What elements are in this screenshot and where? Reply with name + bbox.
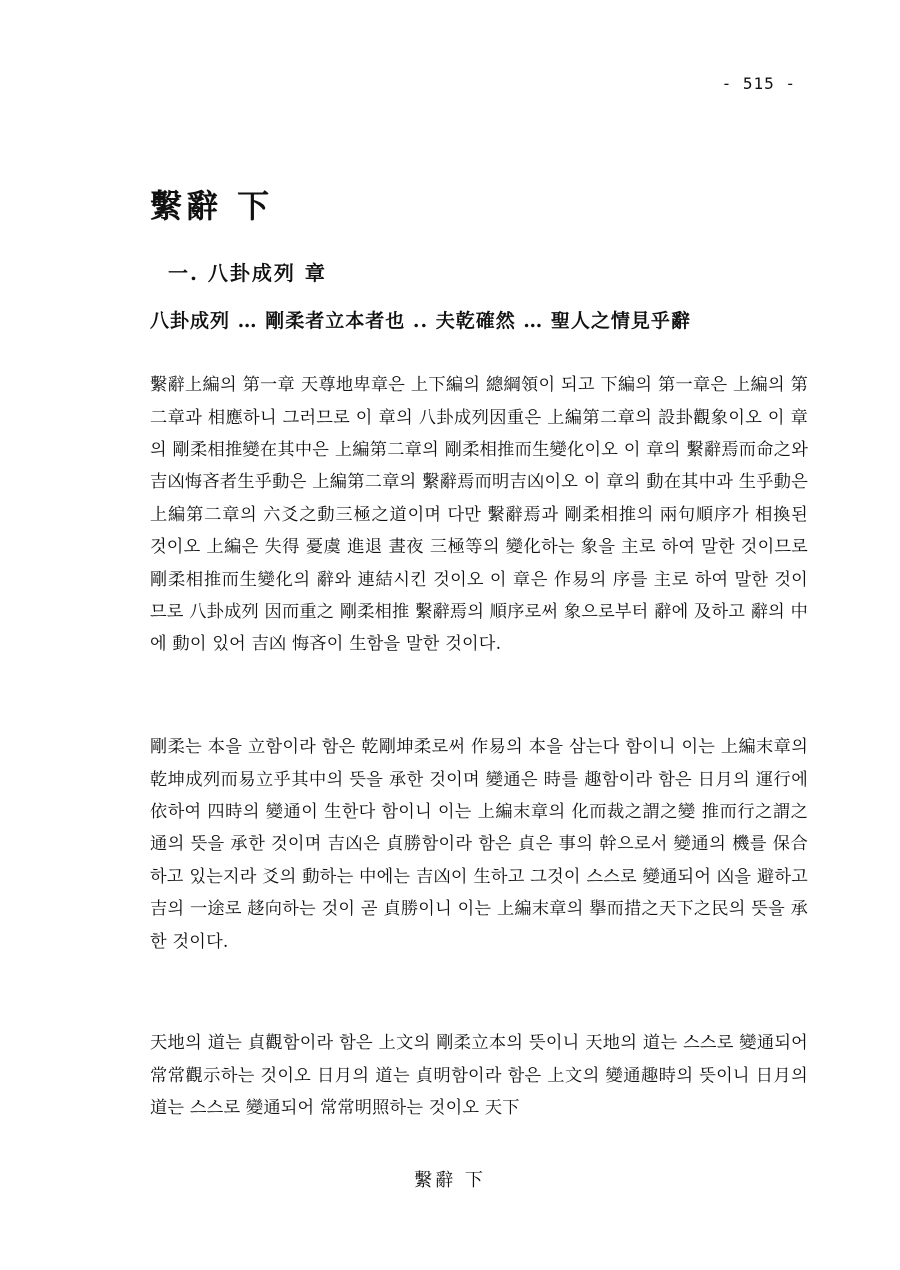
body-paragraph: 繫辭上編의 第一章 天尊地卑章은 上下編의 總綱領이 되고 下編의 第一章은 上編의 第二章과 相應하니 그러므로 이 章의 八卦成列因重은 上編第二章의 設卦觀象이오 이 章의 剛柔相推變在其中은 上編第二章의 剛柔相推而生變化이오 이 章의 繫辭焉而命之와 吉凶悔吝者生乎動은 上編第二章의 繫辭焉而明吉凶이오 이 章의 動在其中과 生乎動은 上編第二章의 六爻之動三極之道이며 다만 繫辭焉과 剛柔相推의 兩句順序가 相換된 것이오 上編은 失得 憂虞 進退 晝夜 三極等의 變化하는 象을 主로 하여 말한 것이므로 剛柔相推而生變化의 辭와 連結시킨 것이오 이 章은 作易의 序를 主로 하여 말한 것이므로 八卦成列 因而重之 剛柔相推 繫辭焉의 順序로써 象으로부터 辭에 及하고 辭의 中에 動이 있어 吉凶 悔吝이 生함을 말한 것이다. <box>150 375 808 655</box>
body-paragraph: 天地의 道는 貞觀함이라 함은 上文의 剛柔立本의 뜻이니 天地의 道는 스스로 變通되어 常常觀示하는 것이오 日月의 道는 貞明함이라 함은 上文의 變通趣時의 뜻이니 日月의 道는 스스로 變通되어 常常明照하는 것이오 天下 <box>150 1033 808 1118</box>
body-paragraph: 剛柔는 本을 立함이라 함은 乾剛坤柔로써 作易의 本을 삼는다 함이니 이는 上編末章의 乾坤成列而易立乎其中의 뜻을 承한 것이며 變通은 時를 趣함이라 함은 日月의 運行에 依하여 四時의 變通이 生한다 함이니 이는 上編末章의 化而裁之謂之變 推而行之謂之通의 뜻을 承한 것이며 吉凶은 貞勝함이라 함은 貞은 事의 幹으로서 變通의 機를 保合하고 있는지라 爻의 動하는 中에는 吉凶이 生하고 그것이 스스로 變通되어 凶을 避하고 吉의 一途로 趍向하는 것이 곧 貞勝이니 이는 上編末章의 擧而措之天下之民의 뜻을 承한 것이다. <box>150 737 808 952</box>
page-number: - 515 - <box>721 74 796 93</box>
running-footer: 繫辭 下 <box>414 1170 486 1191</box>
section-title: 一. 八卦成列 章 <box>168 260 327 285</box>
subheading: 八卦成列 … 剛柔者立本者也 .. 夫乾確然 … 聖人之情見乎辭 <box>150 310 691 332</box>
chapter-title: 繫辭 下 <box>150 187 274 226</box>
